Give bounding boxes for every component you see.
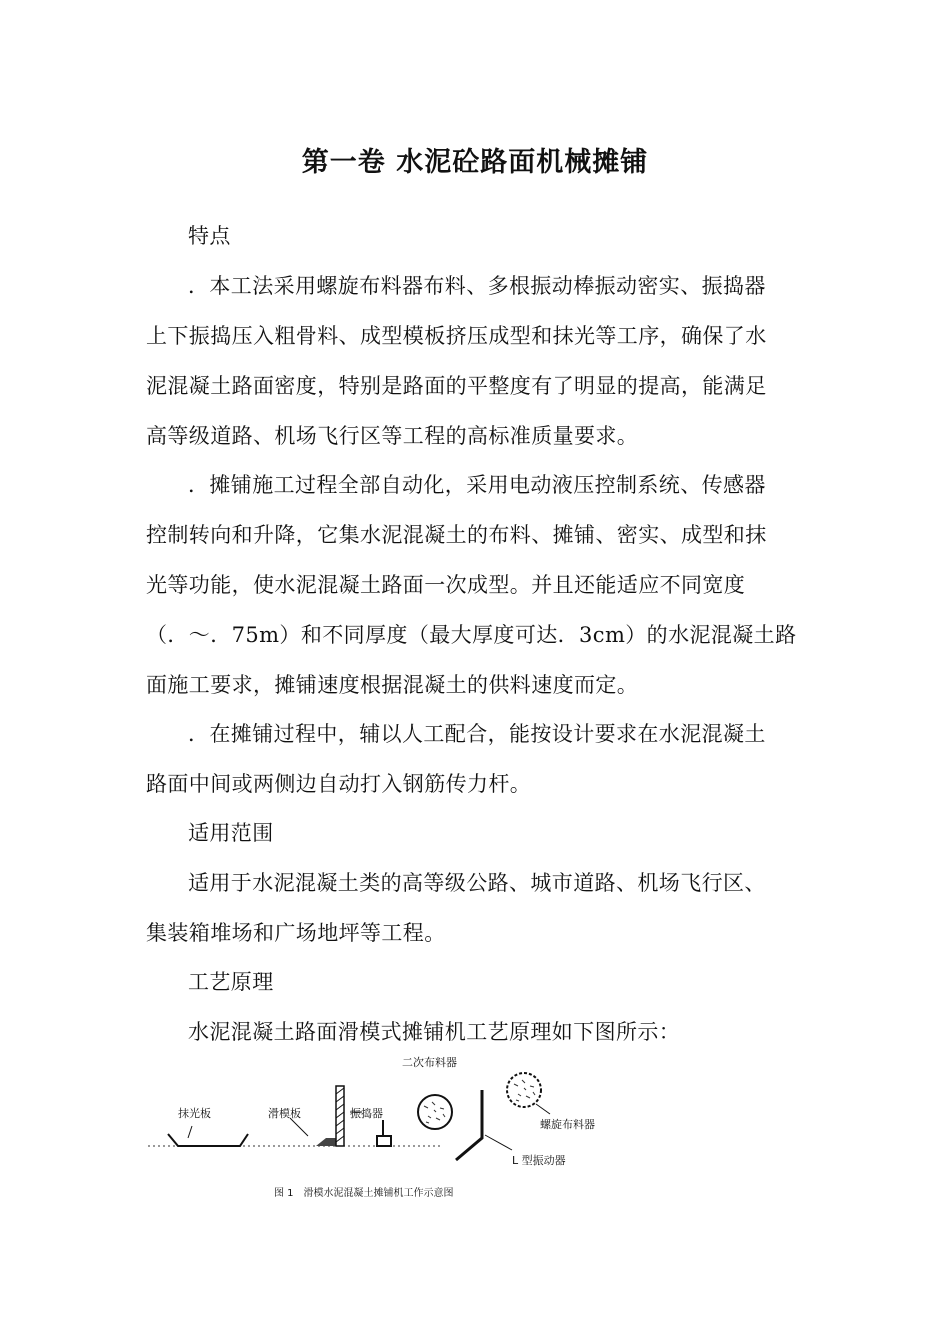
- label-vibrator: 振捣器: [350, 1107, 383, 1120]
- label-secondary-spreader: 二次布料器: [402, 1056, 457, 1069]
- figure-caption: 图 1 滑模水泥混凝土摊铺机工作示意图: [274, 1188, 454, 1199]
- secondary-spreader-drum: [418, 1095, 452, 1129]
- label-l-vibrator: L 型振动器: [512, 1154, 566, 1167]
- slipform-paver-diagram: [140, 1050, 620, 1210]
- leader-line: [188, 1126, 192, 1138]
- paragraph-line: 集装箱堆场和广场地坪等工程。: [146, 921, 446, 945]
- paragraph-line: 控制转向和升降，它集水泥混凝土的布料、摊铺、密实、成型和抹: [146, 523, 767, 547]
- paragraph-line: 适用于水泥混凝土类的高等级公路、城市道路、机场飞行区、: [188, 871, 766, 895]
- slipform-plate: [316, 1138, 336, 1146]
- label-spiral-spreader: 螺旋布料器: [540, 1118, 595, 1131]
- paragraph-line: 水泥混凝土路面滑模式摊铺机工艺原理如下图所示：: [188, 1020, 681, 1044]
- paragraph-line: 面施工要求，摊铺速度根据混凝土的供料速度而定。: [146, 673, 639, 697]
- paragraph-line: 高等级道路、机场飞行区等工程的高标准质量要求。: [146, 424, 639, 448]
- spiral-spreader: [507, 1073, 541, 1107]
- paragraph-line: 光等功能，使水泥混凝土路面一次成型。并且还能适应不同宽度: [146, 573, 746, 597]
- paragraph-line: 路面中间或两侧边自动打入钢筋传力杆。: [146, 772, 532, 796]
- paragraph-line: ．本工法采用螺旋布料器布料、多根振动棒振动密实、振捣器: [188, 274, 766, 298]
- trowel-plate: [168, 1134, 248, 1146]
- leader-line: [536, 1104, 550, 1114]
- label-slipform: 滑模板: [268, 1107, 301, 1120]
- vibrator-head: [377, 1136, 391, 1146]
- section-heading-scope: 适用范围: [188, 821, 274, 845]
- paragraph-line: （．～．75m）和不同厚度（最大厚度可达．3cm）的水泥混凝土路: [146, 623, 797, 647]
- paragraph-line: 上下振捣压入粗骨料、成型模板挤压成型和抹光等工序，确保了水: [146, 324, 767, 348]
- paragraph-line: 泥混凝土路面密度，特别是路面的平整度有了明显的提高，能满足: [146, 374, 767, 398]
- page-title: 第一卷 水泥砼路面机械摊铺: [301, 147, 649, 178]
- paragraph-line: ．摊铺施工过程全部自动化，采用电动液压控制系统、传感器: [188, 473, 766, 497]
- section-heading-features: 特点: [188, 224, 231, 248]
- section-heading-principle: 工艺原理: [188, 970, 274, 994]
- leader-line: [485, 1135, 512, 1150]
- label-trowel: 抹光板: [178, 1107, 211, 1120]
- leader-line: [290, 1118, 308, 1136]
- paragraph-line: ．在摊铺过程中，辅以人工配合，能按设计要求在水泥混凝土: [188, 722, 766, 746]
- l-vibrator: [456, 1090, 482, 1160]
